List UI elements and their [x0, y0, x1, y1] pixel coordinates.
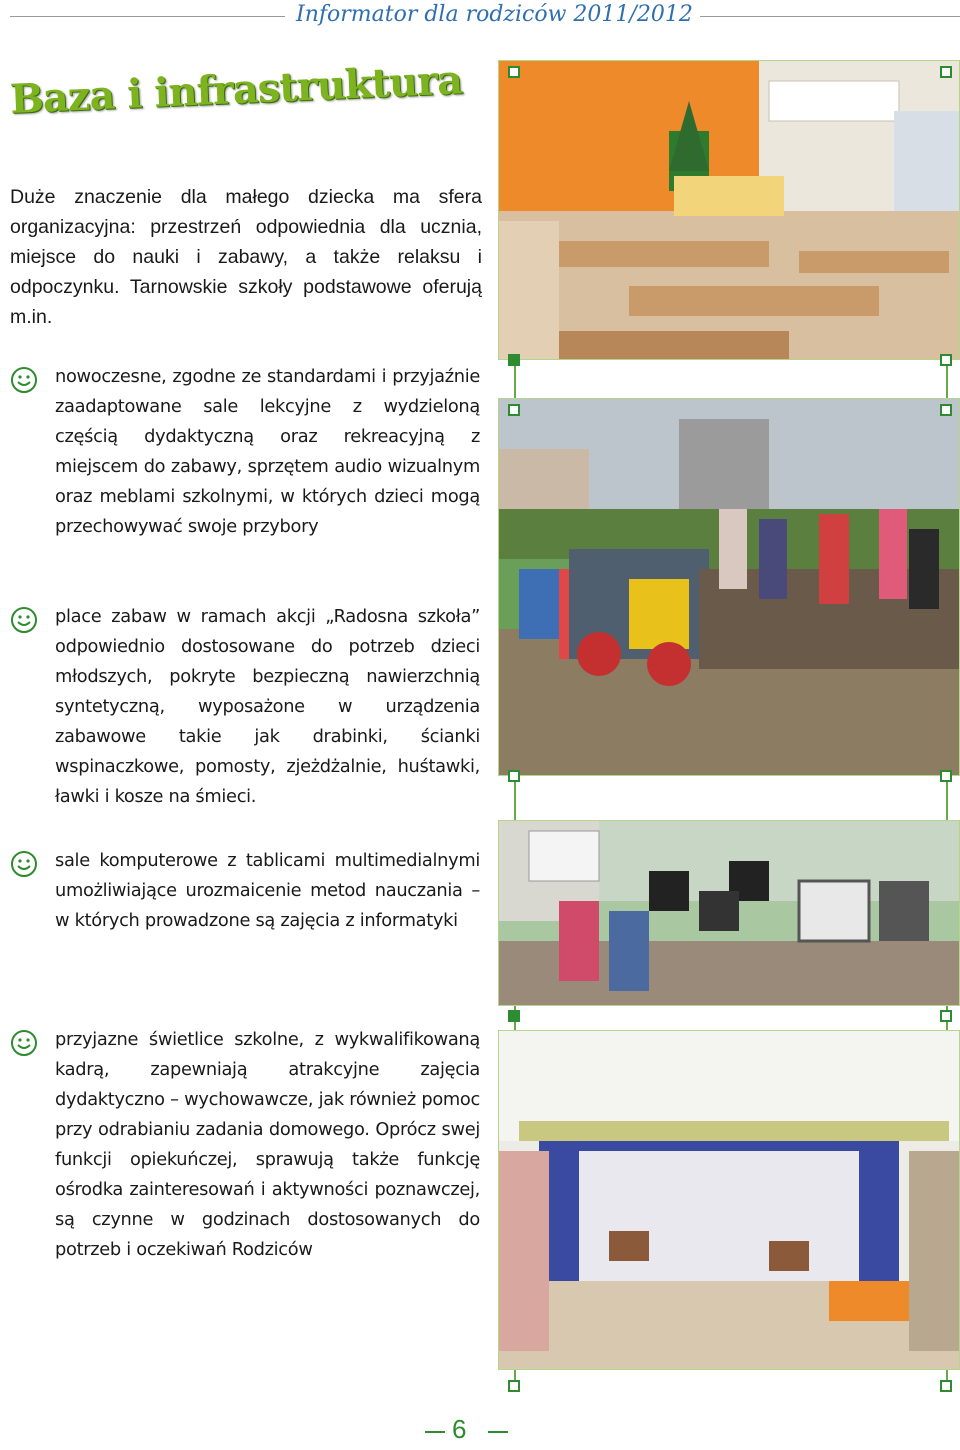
- bullet-text: place zabaw w ramach akcji „Radosna szkoła” odpowiednio dostosowane do potrzeb dzieci młodszych, pokryte bezpieczną nawierzchnią syntetyczną, wyposażone w urządzenia zabawowe takie jak drabinki, ścianki wspinaczkowe, pomosty, zjeżdżalnie, huśtawki, ławki i kosze na śmieci.: [55, 606, 480, 807]
- bullet-text: nowoczesne, zgodne ze standardami i przyjaźnie zaadaptowane sale lekcyjne z wydzieloną częścią dydaktyczną oraz rekreacyjną z miejscem do zabawy, sprzętem audio wizualnym oraz meblami szkolnymi, w których dzieci mogą przechowywać swoje przybory: [55, 366, 480, 537]
- corner-ornament: [508, 66, 520, 78]
- corner-ornament: [508, 404, 520, 416]
- list-item: [10, 602, 480, 812]
- corner-ornament: [508, 1380, 520, 1392]
- corner-ornament: [940, 770, 952, 782]
- list-item: [10, 362, 480, 542]
- corner-ornament: [508, 354, 520, 366]
- corner-ornament: [940, 1010, 952, 1022]
- playground-photo: [498, 398, 960, 776]
- header-rule-left: [10, 16, 285, 17]
- corner-ornament: [940, 66, 952, 78]
- header-rule-right: [700, 16, 960, 17]
- smiley-icon: [10, 606, 38, 634]
- header-title: Informator dla rodziców 2011/2012: [296, 2, 693, 27]
- corner-ornament: [940, 1380, 952, 1392]
- page-title: Baza i infrastruktura: [8, 56, 463, 123]
- computer-room-photo: [498, 820, 960, 1006]
- page-number: 6: [452, 1414, 467, 1444]
- list-item: [10, 846, 480, 936]
- smiley-icon: [10, 1029, 38, 1057]
- corner-ornament: [940, 354, 952, 366]
- smiley-icon: [10, 366, 38, 394]
- corner-ornament: [508, 770, 520, 782]
- page-number-dash-right: [488, 1431, 508, 1433]
- bullet-text: sale komputerowe z tablicami multimedialnymi umożliwiające urozmaicenie metod nauczania – w których prowadzone są zajęcia z informatyki: [55, 850, 480, 931]
- classroom-photo: [498, 60, 960, 360]
- page-number-dash-left: [425, 1431, 445, 1433]
- corner-ornament: [508, 1010, 520, 1022]
- corner-ornament: [940, 404, 952, 416]
- bullet-text: przyjazne świetlice szkolne, z wykwalifikowaną kadrą, zapewniają atrakcyjne zajęcia dydaktyczno – wychowawcze, jak również pomoc przy odrabianiu zadania domowego. Oprócz swej funkcji opiekuńczej, sprawują także funkcję ośrodka zainteresowań i aktywności poznawczej, są czynne w godzinach dostosowanych do potrzeb i oczekiwań Rodziców: [55, 1029, 480, 1260]
- intro-paragraph: Duże znaczenie dla małego dziecka ma sfera organizacyjna: przestrzeń odpowiednia dla ucznia, miejsce do nauki i zabawy, a także relaksu i odpoczynku. Tarnowskie szkoły podstawowe oferują m.in.: [10, 186, 482, 328]
- smiley-icon: [10, 850, 38, 878]
- common-room-photo: [498, 1030, 960, 1370]
- list-item: [10, 1025, 480, 1265]
